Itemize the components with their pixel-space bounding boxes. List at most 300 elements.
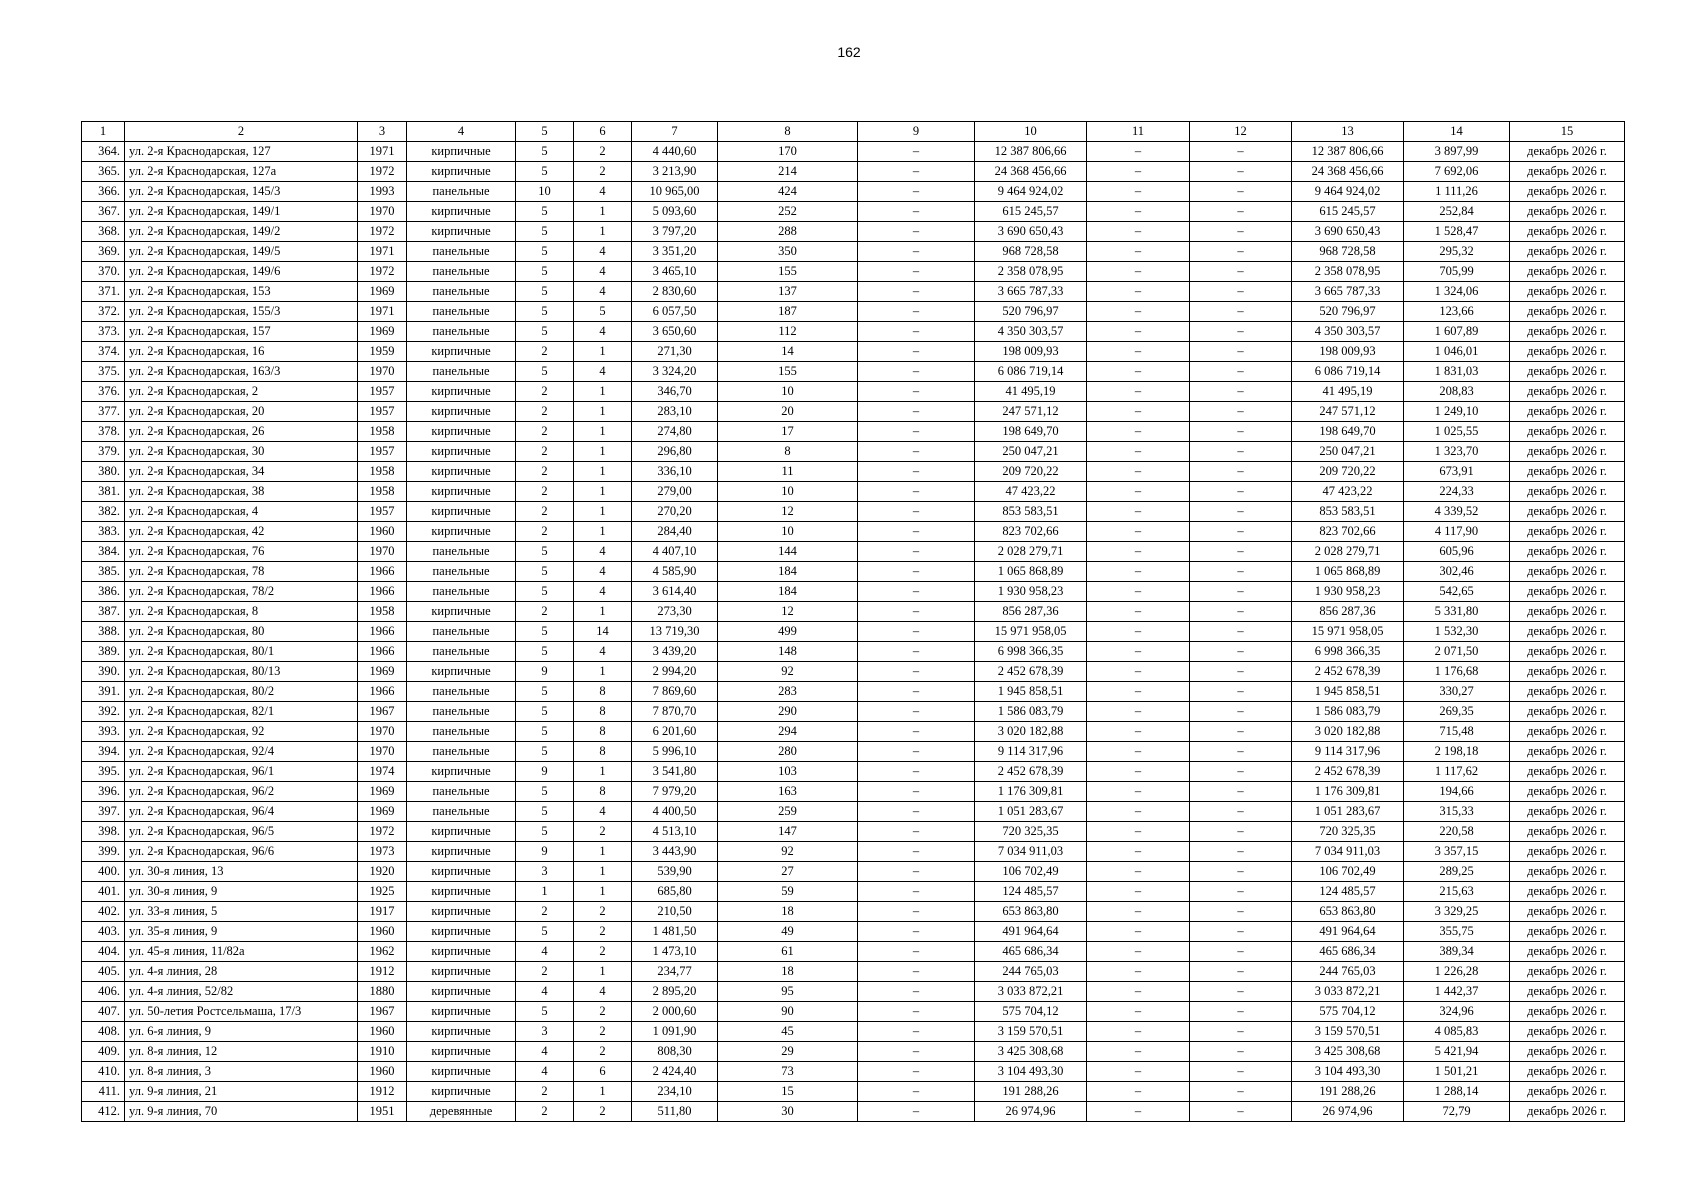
table-cell: 90 (718, 1002, 858, 1022)
table-cell: 808,30 (632, 1042, 718, 1062)
table-cell: – (1190, 402, 1292, 422)
table-cell: деревянные (407, 1102, 516, 1122)
table-cell: 26 974,96 (975, 1102, 1087, 1122)
table-cell: 3 104 493,30 (1292, 1062, 1404, 1082)
table-cell: 288 (718, 222, 858, 242)
table-cell: 3 033 872,21 (975, 982, 1087, 1002)
page-number: 162 (837, 44, 861, 60)
table-cell: – (1087, 642, 1190, 662)
table-cell: кирпичные (407, 1022, 516, 1042)
table-cell: 1 481,50 (632, 922, 718, 942)
table-cell: декабрь 2026 г. (1510, 142, 1625, 162)
table-cell: 15 (718, 1082, 858, 1102)
table-row (82, 562, 1625, 582)
table-cell: 374. (82, 342, 125, 362)
table-cell: 1 176,68 (1404, 662, 1510, 682)
table-cell: ул. 33-я линия, 5 (125, 902, 358, 922)
table-row (82, 502, 1625, 522)
table-row (82, 742, 1625, 762)
table-cell: – (858, 162, 975, 182)
table-cell: кирпичные (407, 222, 516, 242)
table-cell: кирпичные (407, 762, 516, 782)
table-cell: 5 331,80 (1404, 602, 1510, 622)
table-cell: 2 895,20 (632, 982, 718, 1002)
table-cell: 5 (516, 562, 574, 582)
table-cell: 424 (718, 182, 858, 202)
table-cell: 378. (82, 422, 125, 442)
table-cell: 324,96 (1404, 1002, 1510, 1022)
table-cell: – (1190, 302, 1292, 322)
table-cell: 7 870,70 (632, 702, 718, 722)
table-cell: – (1087, 682, 1190, 702)
table-cell: 10 965,00 (632, 182, 718, 202)
table-cell: – (1190, 342, 1292, 362)
table-cell: 12 (718, 502, 858, 522)
table-cell: ул. 6-я линия, 9 (125, 1022, 358, 1042)
table-cell: – (1190, 442, 1292, 462)
table-cell: 355,75 (1404, 922, 1510, 942)
table-cell: кирпичные (407, 1042, 516, 1062)
table-cell: 387. (82, 602, 125, 622)
table-cell: 5 (516, 642, 574, 662)
table-row (82, 662, 1625, 682)
table-cell: 9 464 924,02 (975, 182, 1087, 202)
table-cell: 409. (82, 1042, 125, 1062)
table-cell: 2 028 279,71 (1292, 542, 1404, 562)
table-cell: 124 485,57 (975, 882, 1087, 902)
table-cell: 184 (718, 562, 858, 582)
table-cell: 10 (516, 182, 574, 202)
table-cell: 5 (516, 802, 574, 822)
table-cell: – (1087, 542, 1190, 562)
table-cell: 542,65 (1404, 582, 1510, 602)
table-row (82, 1002, 1625, 1022)
table-row (82, 482, 1625, 502)
table-cell: 209 720,22 (975, 462, 1087, 482)
table-cell: 2 198,18 (1404, 742, 1510, 762)
table-cell: 2 994,20 (632, 662, 718, 682)
table-cell: 148 (718, 642, 858, 662)
table-cell: 3 439,20 (632, 642, 718, 662)
table-cell: декабрь 2026 г. (1510, 242, 1625, 262)
table-cell: 407. (82, 1002, 125, 1022)
table-row (82, 342, 1625, 362)
table-row (82, 642, 1625, 662)
table-cell: – (1190, 802, 1292, 822)
table-cell: кирпичные (407, 1062, 516, 1082)
table-cell: ул. 9-я линия, 21 (125, 1082, 358, 1102)
table-cell: 1 (574, 422, 632, 442)
table-cell: 379. (82, 442, 125, 462)
table-cell: 5 (516, 742, 574, 762)
table-cell: – (1087, 882, 1190, 902)
table-cell: ул. 2-я Краснодарская, 92 (125, 722, 358, 742)
table-cell: 1 (574, 842, 632, 862)
table-cell: декабрь 2026 г. (1510, 422, 1625, 442)
table-cell: – (858, 1042, 975, 1062)
table-cell: 279,00 (632, 482, 718, 502)
table-row (82, 322, 1625, 342)
table-cell: 1957 (358, 442, 407, 462)
table-cell: 41 495,19 (975, 382, 1087, 402)
table-cell: 4 (574, 282, 632, 302)
table-cell: 1972 (358, 262, 407, 282)
table-cell: – (1087, 402, 1190, 422)
table-cell: 208,83 (1404, 382, 1510, 402)
table-cell: 1880 (358, 982, 407, 1002)
table-cell: 2 358 078,95 (1292, 262, 1404, 282)
table-cell: панельные (407, 302, 516, 322)
table-cell: ул. 2-я Краснодарская, 2 (125, 382, 358, 402)
table-cell: 103 (718, 762, 858, 782)
table-cell: – (858, 282, 975, 302)
table-cell: кирпичные (407, 982, 516, 1002)
table-cell: 1920 (358, 862, 407, 882)
table-cell: 163 (718, 782, 858, 802)
table-cell: кирпичные (407, 882, 516, 902)
table-cell: 5 (516, 782, 574, 802)
table-cell: 15 971 958,05 (975, 622, 1087, 642)
table-row (82, 422, 1625, 442)
table-cell: 3 351,20 (632, 242, 718, 262)
column-header: 8 (718, 122, 858, 142)
table-cell: 5 (516, 162, 574, 182)
table-cell: – (858, 442, 975, 462)
table-cell: декабрь 2026 г. (1510, 1042, 1625, 1062)
table-cell: кирпичные (407, 442, 516, 462)
table-cell: 124 485,57 (1292, 882, 1404, 902)
table-cell: панельные (407, 782, 516, 802)
table-cell: 3 329,25 (1404, 902, 1510, 922)
table-cell: – (1190, 742, 1292, 762)
table-cell: 372. (82, 302, 125, 322)
table-cell: декабрь 2026 г. (1510, 502, 1625, 522)
table-cell: 270,20 (632, 502, 718, 522)
table-cell: 1969 (358, 662, 407, 682)
table-cell: панельные (407, 802, 516, 822)
column-header: 2 (125, 122, 358, 142)
table-cell: – (1087, 582, 1190, 602)
table-cell: 499 (718, 622, 858, 642)
table-cell: – (1087, 602, 1190, 622)
table-cell: 17 (718, 422, 858, 442)
table-cell: ул. 8-я линия, 12 (125, 1042, 358, 1062)
table-cell: 720 325,35 (975, 822, 1087, 842)
table-cell: 377. (82, 402, 125, 422)
table-cell: декабрь 2026 г. (1510, 262, 1625, 282)
table-cell: 393. (82, 722, 125, 742)
table-cell: – (1190, 1022, 1292, 1042)
table-cell: 1 (574, 482, 632, 502)
table-cell: 2 (516, 902, 574, 922)
table-cell: 2 071,50 (1404, 642, 1510, 662)
column-header: 7 (632, 122, 718, 142)
table-row (82, 902, 1625, 922)
table-cell: 3 159 570,51 (975, 1022, 1087, 1042)
table-cell: 5 (516, 302, 574, 322)
table-cell: – (858, 682, 975, 702)
table-cell: 1962 (358, 942, 407, 962)
table-cell: – (858, 902, 975, 922)
table-cell: кирпичные (407, 902, 516, 922)
table-cell: 283,10 (632, 402, 718, 422)
table-cell: – (858, 382, 975, 402)
table-cell: 2 028 279,71 (975, 542, 1087, 562)
table-cell: 18 (718, 902, 858, 922)
table-cell: декабрь 2026 г. (1510, 562, 1625, 582)
table-cell: 5 (516, 542, 574, 562)
table-cell: – (1087, 322, 1190, 342)
table-cell: – (1087, 522, 1190, 542)
table-cell: декабрь 2026 г. (1510, 702, 1625, 722)
table-cell: 1972 (358, 822, 407, 842)
table-cell: 575 704,12 (1292, 1002, 1404, 1022)
table-cell: 398. (82, 822, 125, 842)
table-cell: 18 (718, 962, 858, 982)
table-cell: – (1190, 362, 1292, 382)
table-cell: – (858, 242, 975, 262)
table-cell: – (858, 862, 975, 882)
table-cell: 5 093,60 (632, 202, 718, 222)
table-cell: 7 869,60 (632, 682, 718, 702)
table-cell: 3 425 308,68 (1292, 1042, 1404, 1062)
table-cell: 244 765,03 (1292, 962, 1404, 982)
table-cell: – (1190, 962, 1292, 982)
table-cell: 29 (718, 1042, 858, 1062)
table-cell: 5 (516, 242, 574, 262)
table-cell: 823 702,66 (1292, 522, 1404, 542)
table-cell: 2 (516, 422, 574, 442)
table-cell: 14 (574, 622, 632, 642)
table-cell: декабрь 2026 г. (1510, 322, 1625, 342)
table-cell: 2 (574, 942, 632, 962)
table-cell: – (858, 642, 975, 662)
table-cell: 1958 (358, 482, 407, 502)
table-cell: кирпичные (407, 862, 516, 882)
table-cell: 1 945 858,51 (1292, 682, 1404, 702)
table-cell: 5 (516, 702, 574, 722)
table-cell: декабрь 2026 г. (1510, 382, 1625, 402)
table-cell: кирпичные (407, 482, 516, 502)
table-row (82, 162, 1625, 182)
table-cell: 5 (516, 362, 574, 382)
table-cell: панельные (407, 242, 516, 262)
table-cell: 397. (82, 802, 125, 822)
table-cell: 381. (82, 482, 125, 502)
table-cell: 3 443,90 (632, 842, 718, 862)
table-cell: 1 (574, 402, 632, 422)
table-cell: – (1190, 982, 1292, 1002)
table-cell: – (1190, 562, 1292, 582)
table-cell: 3 665 787,33 (1292, 282, 1404, 302)
table-cell: 10 (718, 382, 858, 402)
table-cell: 8 (574, 702, 632, 722)
table-cell: – (1087, 142, 1190, 162)
table-cell: 4 (574, 562, 632, 582)
table-cell: – (858, 742, 975, 762)
table-cell: 968 728,58 (1292, 242, 1404, 262)
table-cell: 330,27 (1404, 682, 1510, 702)
table-cell: – (858, 582, 975, 602)
table-cell: 3 033 872,21 (1292, 982, 1404, 1002)
table-cell: – (1087, 1082, 1190, 1102)
table-cell: 1912 (358, 962, 407, 982)
table-row (82, 962, 1625, 982)
table-cell: 382. (82, 502, 125, 522)
table-row (82, 782, 1625, 802)
table-cell: – (1190, 142, 1292, 162)
table-row (82, 582, 1625, 602)
table-cell: 1966 (358, 642, 407, 662)
table-row (82, 542, 1625, 562)
table-cell: – (1087, 382, 1190, 402)
table-cell: 250 047,21 (1292, 442, 1404, 462)
table-cell: – (1087, 222, 1190, 242)
table-row (82, 762, 1625, 782)
table-cell: декабрь 2026 г. (1510, 742, 1625, 762)
table-cell: 6 086 719,14 (975, 362, 1087, 382)
table-cell: 72,79 (1404, 1102, 1510, 1122)
table-cell: 3 465,10 (632, 262, 718, 282)
table-cell: – (1087, 722, 1190, 742)
table-cell: 15 971 958,05 (1292, 622, 1404, 642)
table-cell: декабрь 2026 г. (1510, 822, 1625, 842)
table-cell: 2 (574, 922, 632, 942)
table-cell: 3 425 308,68 (975, 1042, 1087, 1062)
table-cell: – (858, 962, 975, 982)
table-cell: ул. 2-я Краснодарская, 26 (125, 422, 358, 442)
table-cell: кирпичные (407, 422, 516, 442)
table-cell: 2 (516, 382, 574, 402)
table-cell: 2 (516, 962, 574, 982)
table-cell: 1967 (358, 1002, 407, 1022)
table-cell: ул. 2-я Краснодарская, 80/2 (125, 682, 358, 702)
table-cell: 123,66 (1404, 302, 1510, 322)
table-cell: 2 452 678,39 (1292, 662, 1404, 682)
registry-table (81, 121, 1625, 1122)
table-cell: – (1087, 802, 1190, 822)
table-cell: 1951 (358, 1102, 407, 1122)
table-cell: 3 213,90 (632, 162, 718, 182)
table-row (82, 402, 1625, 422)
table-cell: 4 350 303,57 (1292, 322, 1404, 342)
table-cell: ул. 2-я Краснодарская, 92/4 (125, 742, 358, 762)
table-cell: 5 421,94 (1404, 1042, 1510, 1062)
table-cell: ул. 2-я Краснодарская, 153 (125, 282, 358, 302)
table-cell: 220,58 (1404, 822, 1510, 842)
table-cell: 247 571,12 (975, 402, 1087, 422)
table-cell: 366. (82, 182, 125, 202)
table-cell: – (858, 942, 975, 962)
table-cell: 380. (82, 462, 125, 482)
table-cell: 290 (718, 702, 858, 722)
table-cell: 2 452 678,39 (975, 762, 1087, 782)
table-cell: 3 665 787,33 (975, 282, 1087, 302)
table-cell: 234,10 (632, 1082, 718, 1102)
table-cell: 5 (516, 722, 574, 742)
table-cell: 214 (718, 162, 858, 182)
table-cell: 1971 (358, 302, 407, 322)
table-header-row (82, 122, 1625, 142)
table-cell: – (858, 502, 975, 522)
table-cell: 14 (718, 342, 858, 362)
table-cell: – (1087, 762, 1190, 782)
table-cell: 1 091,90 (632, 1022, 718, 1042)
table-cell: ул. 45-я линия, 11/82а (125, 942, 358, 962)
table-cell: 273,30 (632, 602, 718, 622)
table-cell: 2 (574, 902, 632, 922)
table-cell: – (1190, 222, 1292, 242)
table-cell: 5 (516, 922, 574, 942)
table-cell: 112 (718, 322, 858, 342)
table-cell: 673,91 (1404, 462, 1510, 482)
table-cell: 3 541,80 (632, 762, 718, 782)
table-cell: – (1190, 422, 1292, 442)
table-cell: – (1087, 862, 1190, 882)
table-cell: 3 690 650,43 (975, 222, 1087, 242)
table-cell: 1 586 083,79 (1292, 702, 1404, 722)
table-cell: – (858, 822, 975, 842)
table-cell: 390. (82, 662, 125, 682)
table-cell: 106 702,49 (975, 862, 1087, 882)
table-cell: 187 (718, 302, 858, 322)
table-cell: 4 (574, 802, 632, 822)
table-cell: – (1190, 502, 1292, 522)
table-cell: – (858, 342, 975, 362)
table-cell: – (1190, 762, 1292, 782)
column-header: 15 (1510, 122, 1625, 142)
table-cell: 3 020 182,88 (1292, 722, 1404, 742)
table-cell: 47 423,22 (1292, 482, 1404, 502)
table-cell: 5 (516, 282, 574, 302)
table-cell: 4 (574, 322, 632, 342)
table-cell: 147 (718, 822, 858, 842)
table-cell: 9 464 924,02 (1292, 182, 1404, 202)
table-cell: 1 065 868,89 (975, 562, 1087, 582)
table-cell: 5 (516, 1002, 574, 1022)
table-cell: 61 (718, 942, 858, 962)
table-cell: 491 964,64 (975, 922, 1087, 942)
table-row (82, 842, 1625, 862)
table-cell: 280 (718, 742, 858, 762)
table-cell: декабрь 2026 г. (1510, 902, 1625, 922)
table-cell: 155 (718, 362, 858, 382)
table-cell: – (858, 762, 975, 782)
table-cell: – (858, 1082, 975, 1102)
table-cell: – (1190, 1042, 1292, 1062)
table-cell: 155 (718, 262, 858, 282)
table-cell: – (1087, 162, 1190, 182)
table-cell: 4 (516, 982, 574, 1002)
table-cell: 252 (718, 202, 858, 222)
column-header: 12 (1190, 122, 1292, 142)
table-cell: – (1087, 262, 1190, 282)
table-row (82, 362, 1625, 382)
table-cell: 405. (82, 962, 125, 982)
table-cell: 2 (516, 502, 574, 522)
table-cell: 511,80 (632, 1102, 718, 1122)
table-row (82, 622, 1625, 642)
table-cell: 720 325,35 (1292, 822, 1404, 842)
table-cell: 144 (718, 542, 858, 562)
table-cell: 8 (574, 782, 632, 802)
table-cell: 4 350 303,57 (975, 322, 1087, 342)
table-cell: 1 046,01 (1404, 342, 1510, 362)
table-cell: – (858, 882, 975, 902)
table-cell: 715,48 (1404, 722, 1510, 742)
table-cell: 1 930 958,23 (1292, 582, 1404, 602)
table-cell: ул. 2-я Краснодарская, 78 (125, 562, 358, 582)
